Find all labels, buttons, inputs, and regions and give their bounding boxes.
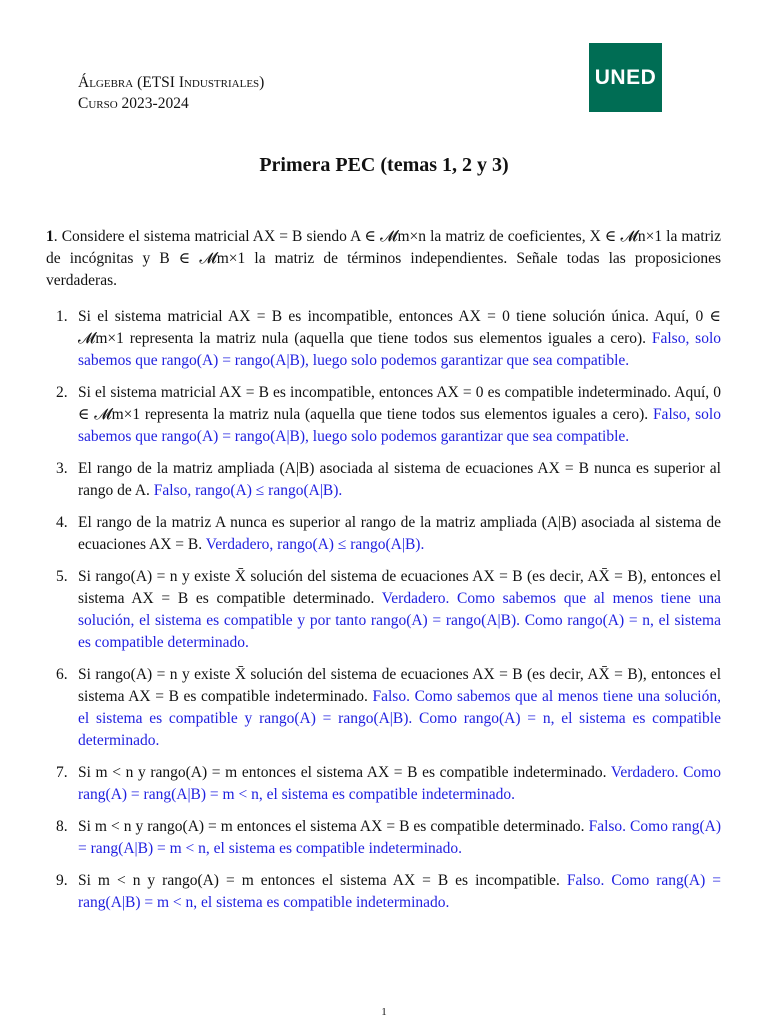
item-answer: Verdadero. Como sabemos que al menos tiene una solución, el sistema es compatible y por tanto rango(A) = rango(A|B). Como rango(A) = n, el sistema es compatible determinado. xyxy=(78,590,721,651)
proposition-item xyxy=(46,664,721,752)
item-number: 7. xyxy=(56,764,68,781)
item-statement: El rango de la matriz A nunca es superior al rango de la matriz ampliada (A|B) asociada al sistema de ecuaciones AX = B. xyxy=(78,514,721,553)
item-number: 2. xyxy=(56,384,68,401)
proposition-item xyxy=(46,762,721,806)
item-number: 6. xyxy=(56,666,68,683)
proposition-item xyxy=(46,512,721,556)
item-statement: Si el sistema matricial AX = B es incompatible, entonces AX = 0 tiene solución única. Aquí, 0 ∈ 𝓜m×1 representa la matriz nula (aquella que tiene todos sus elementos iguales a cero). xyxy=(78,308,721,347)
item-number: 9. xyxy=(56,872,68,889)
item-answer: Falso. Como sabemos que al menos tiene una solución, el sistema es compatible y rango(A) = rango(A|B). Como rango(A) = n, el sistema es compatible determinado. xyxy=(78,688,721,749)
item-statement: Si m < n y rango(A) = m entonces el sistema AX = B es compatible indeterminado. xyxy=(78,764,607,781)
proposition-item xyxy=(46,816,721,860)
course-year: Curso 2023-2024 xyxy=(78,95,189,112)
item-number: 5. xyxy=(56,568,68,585)
uned-logo xyxy=(589,43,662,112)
proposition-item xyxy=(46,566,721,654)
item-answer: Falso, rango(A) ≤ rango(A|B). xyxy=(153,482,343,499)
item-number: 8. xyxy=(56,818,68,835)
item-answer: Falso. Como rang(A) = rang(A|B) = m < n, el sistema es compatible indeterminado. xyxy=(78,818,722,857)
proposition-item xyxy=(46,382,721,448)
item-statement: Si m < n y rango(A) = m entonces el sistema AX = B es incompatible. xyxy=(78,872,560,889)
item-statement: Si rango(A) = n y existe X̄ solución del sistema de ecuaciones AX = B (es decir, AX̄ = B), entonces el sistema AX = B es compatible indeterminado. xyxy=(78,666,721,705)
item-answer: Falso, solo sabemos que rango(A) = rango(A|B), luego solo podemos garantizar que sea compatible. xyxy=(78,330,722,369)
item-answer: Falso. Como rang(A) = rang(A|B) = m < n, el sistema es compatible indeterminado. xyxy=(78,872,721,911)
logo-text: UNED xyxy=(594,65,657,89)
item-statement: El rango de la matriz ampliada (A|B) asociada al sistema de ecuaciones AX = B nunca es superior al rango de A. xyxy=(78,460,721,499)
item-number: 3. xyxy=(56,460,68,477)
item-statement: Si m < n y rango(A) = m entonces el sistema AX = B es compatible determinado. xyxy=(78,818,585,835)
proposition-item xyxy=(46,870,721,914)
page-number: 1 xyxy=(381,1006,387,1018)
item-statement: Si rango(A) = n y existe X̄ solución del sistema de ecuaciones AX = B (es decir, AX̄ = B), entonces el sistema AX = B es compatible determinado. xyxy=(78,568,721,607)
item-number: 4. xyxy=(56,514,68,531)
question-text: . Considere el sistema matricial AX = B siendo A ∈ 𝓜m×n la matriz de coeficientes, X ∈ 𝓜n×1 la matriz de incógnitas y B ∈ 𝓜m×1 la matriz de términos independientes. Señale todas las proposiciones verdaderas. xyxy=(46,228,721,289)
item-answer: Verdadero. Como rang(A) = rang(A|B) = m < n, el sistema es compatible indeterminado. xyxy=(78,764,721,803)
item-number: 1. xyxy=(56,308,68,325)
item-answer: Falso, solo sabemos que rango(A) = rango(A|B), luego solo podemos garantizar que sea compatible. xyxy=(78,406,721,445)
item-answer: Verdadero, rango(A) ≤ rango(A|B). xyxy=(205,536,425,553)
document-header xyxy=(78,72,264,114)
item-statement: Si el sistema matricial AX = B es incompatible, entonces AX = 0 es compatible indeterminado. Aquí, 0 ∈ 𝓜m×1 representa la matriz nula (aquella que tiene todos sus elementos iguales a cero). xyxy=(78,384,721,423)
question-number: 1 xyxy=(46,228,54,245)
proposition-item xyxy=(46,306,721,372)
page-title: Primera PEC (temas 1, 2 y 3) xyxy=(259,154,509,176)
course-name: Álgebra (ETSI Industriales) xyxy=(78,74,265,91)
proposition-list xyxy=(46,306,721,924)
question-intro xyxy=(46,226,721,292)
proposition-item xyxy=(46,458,721,502)
